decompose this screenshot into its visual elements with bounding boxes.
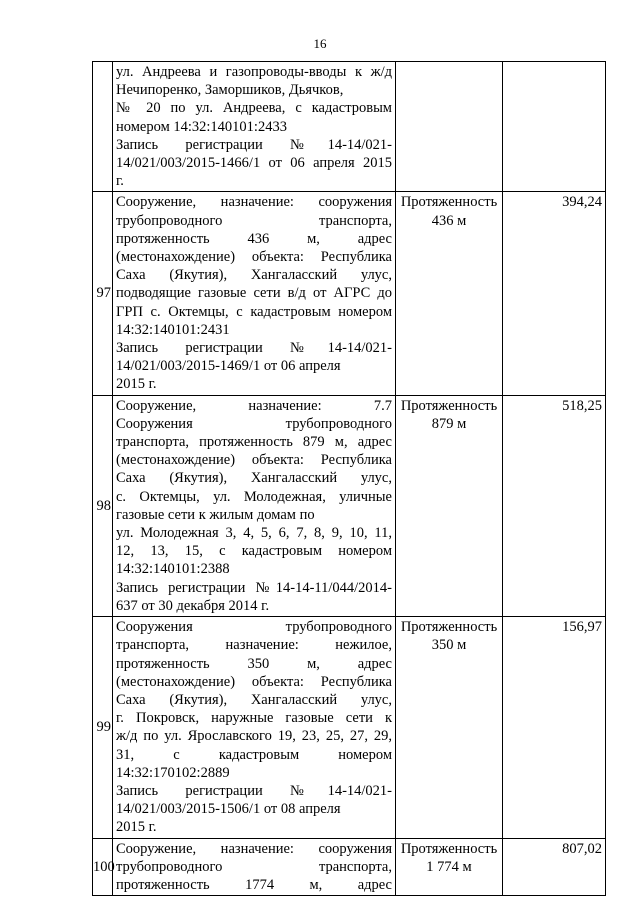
description-line: Саха (Якутия), Хангаласский улус, [116, 470, 392, 487]
object-value: 518,25 [503, 395, 606, 616]
description-line: Саха (Якутия), Хангаласский улус, [116, 267, 392, 284]
description-line: ГРП с. Октемцы, с кадастровым номером [116, 303, 392, 320]
page-number: 16 [313, 36, 327, 51]
object-length [396, 62, 503, 192]
description-line: Сооружения трубопроводного [116, 619, 392, 636]
description-line: Сооружение, назначение: сооружения [116, 840, 392, 857]
description-line: Нечипоренко, Заморшиков, Дьячков, [116, 82, 344, 99]
object-description [113, 617, 396, 838]
description-line: с. Октемцы, ул. Молодежная, уличные [116, 488, 392, 505]
description-line: ул. Андреева и газопроводы-вводы к ж/д [116, 64, 392, 80]
description-line: (местонахождение) объекта: Республика [116, 673, 392, 690]
description-line: 12, 13, 15, с кадастровым номером [116, 543, 392, 560]
description-line: подводящие газовые сети в/д от АГРС до [116, 285, 392, 302]
object-description [113, 62, 396, 192]
description-line: номером 14:32:140101:2433 [116, 118, 287, 135]
object-value: 156,97 [503, 617, 606, 838]
description-line: 31, с кадастровым номером [116, 746, 392, 763]
description-line: г. Покровск, наружные газовые сети к [116, 710, 392, 727]
description-line: 14/021/003/2015-1466/1 от 06 апреля 2015 [116, 155, 392, 172]
description-line: Сооружение, назначение: сооружения [116, 194, 392, 211]
object-value [503, 62, 606, 192]
table-row [93, 192, 606, 395]
description-line: газовые сети к жилым домам по [116, 506, 315, 523]
registry-table-body [93, 62, 606, 896]
description-line: 2015 г. [116, 376, 157, 393]
table-row [93, 838, 606, 896]
row-number: 97 [93, 192, 113, 395]
description-line: 14/021/003/2015-1506/1 от 08 апреля [116, 801, 341, 818]
description-line: транспорта, назначение: нежилое, [116, 637, 392, 654]
description-line: Запись регистрации №14-14/021- [116, 782, 392, 799]
description-line: протяженность 350 м, адрес [116, 655, 392, 672]
object-length: Протяженность 436 м [396, 192, 503, 395]
description-line: Сооружение, назначение: 7.7 [116, 397, 392, 414]
table-row [93, 62, 606, 192]
description-line: г. [116, 173, 124, 190]
description-line: протяженность 1774 м, адрес [116, 876, 392, 893]
description-line: ж/д по ул. Ярославского 19, 23, 25, 27, 29, [116, 728, 392, 745]
description-line: (местонахождение) объекта: Республика [116, 249, 392, 266]
table-row [93, 617, 606, 838]
description-line: Саха (Якутия), Хангаласский улус, [116, 691, 392, 708]
description-line: трубопроводного транспорта, [116, 858, 392, 875]
object-description [113, 395, 396, 616]
description-line: 14:32:170102:2889 [116, 764, 230, 781]
registry-table [92, 61, 606, 896]
description-line: (местонахождение) объекта: Республика [116, 452, 392, 469]
description-line: Сооружения трубопроводного [116, 415, 392, 432]
row-number: 99 [93, 617, 113, 838]
table-row [93, 395, 606, 616]
object-value: 394,24 [503, 192, 606, 395]
description-line: 14/021/003/2015-1469/1 от 06 апреля [116, 358, 341, 375]
description-line: 14:32:140101:2431 [116, 321, 230, 338]
row-number: 100 [93, 838, 113, 896]
description-line: 14:32:140101:2388 [116, 561, 230, 578]
description-line: транспорта, протяженность 879 м, адрес [116, 434, 392, 451]
object-value: 807,02 [503, 838, 606, 896]
object-description [113, 838, 396, 896]
description-line: ул. Молодежная 3, 4, 5, 6, 7, 8, 9, 10, 11, [116, 525, 392, 542]
description-line: Запись регистрации №14-14/021- [116, 340, 392, 357]
row-number [93, 62, 113, 192]
object-length: Протяженность 350 м [396, 617, 503, 838]
description-line: № 20 по ул. Андреева, с кадастровым [116, 100, 392, 117]
object-length: Протяженность 1 774 м [396, 838, 503, 896]
description-line: 2015 г. [116, 819, 157, 836]
object-description [113, 192, 396, 395]
description-line: Запись регистрации №14-14-11/044/2014- [116, 579, 392, 596]
row-number: 98 [93, 395, 113, 616]
object-length: Протяженность 879 м [396, 395, 503, 616]
description-line: трубопроводного транспорта, [116, 212, 392, 229]
description-line: Запись регистрации №14-14/021- [116, 136, 392, 153]
description-line: 637 от 30 декабря 2014 г. [116, 597, 270, 614]
description-line: протяженность 436 м, адрес [116, 230, 392, 247]
